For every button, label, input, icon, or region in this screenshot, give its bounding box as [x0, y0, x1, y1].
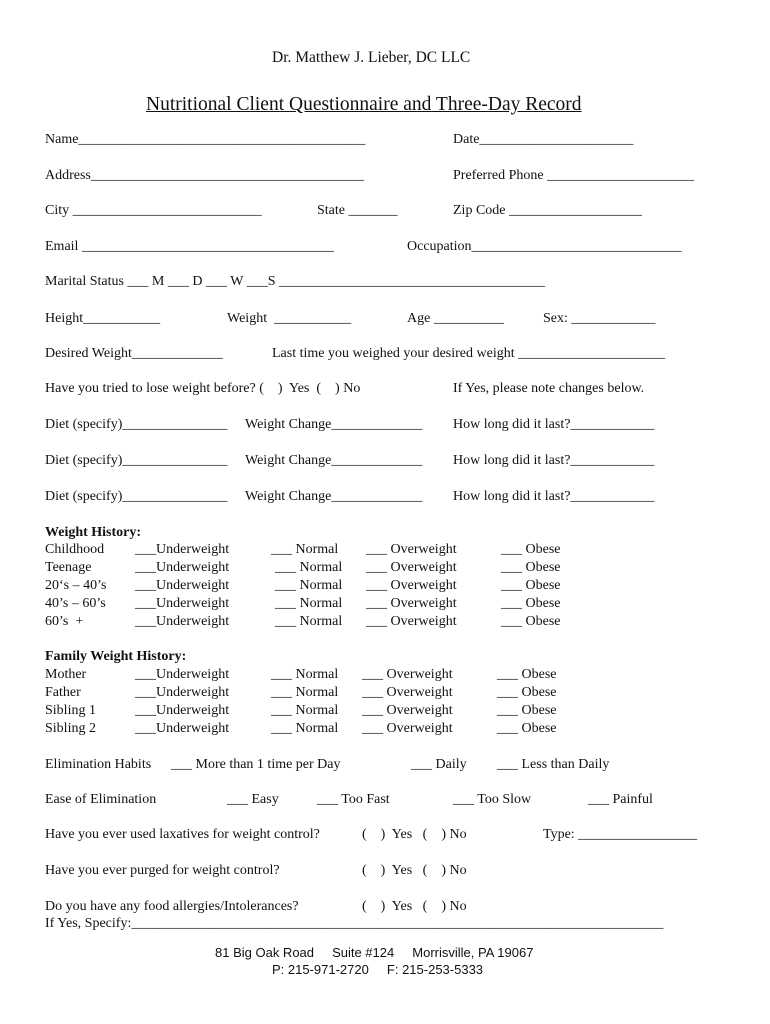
laxatives-question: Have you ever used laxatives for weight control?	[45, 827, 320, 842]
how-long-field[interactable]: How long did it last?____________	[453, 453, 655, 468]
underweight-option[interactable]: ___Underweight	[135, 542, 230, 557]
weight-change-field[interactable]: Weight Change_____________	[245, 417, 423, 432]
family-row-label: Sibling 1	[45, 703, 96, 718]
address-field[interactable]: Address_______________________________________	[45, 168, 364, 183]
overweight-option[interactable]: ___ Overweight	[366, 614, 457, 629]
ease-label: Ease of Elimination	[45, 792, 157, 807]
underweight-option[interactable]: ___Underweight	[135, 667, 230, 682]
laxative-type-field[interactable]: Type: _________________	[543, 827, 698, 842]
normal-option[interactable]: ___ Normal	[271, 685, 339, 700]
sex-field[interactable]: Sex: ____________	[543, 311, 656, 326]
form-title: Nutritional Client Questionnaire and Three-Day Record	[146, 94, 582, 115]
allergies-yes-no[interactable]: ( ) Yes ( ) No	[362, 899, 467, 914]
family-row-label: Mother	[45, 667, 87, 682]
laxatives-yes-no[interactable]: ( ) Yes ( ) No	[362, 827, 467, 842]
normal-option[interactable]: ___ Normal	[275, 614, 343, 629]
weight-change-field[interactable]: Weight Change_____________	[245, 453, 423, 468]
weight-field[interactable]: Weight ___________	[227, 311, 352, 326]
city-field[interactable]: City ___________________________	[45, 203, 262, 218]
underweight-option[interactable]: ___Underweight	[135, 721, 230, 736]
more-than-once-option[interactable]: ___ More than 1 time per Day	[171, 757, 341, 772]
name-field[interactable]: Name_________________________________________	[45, 132, 366, 147]
overweight-option[interactable]: ___ Overweight	[362, 703, 453, 718]
overweight-option[interactable]: ___ Overweight	[362, 685, 453, 700]
obese-option[interactable]: ___ Obese	[501, 596, 561, 611]
weight-change-field[interactable]: Weight Change_____________	[245, 489, 423, 504]
email-field[interactable]: Email ____________________________________	[45, 239, 334, 254]
easy-option[interactable]: ___ Easy	[227, 792, 279, 807]
obese-option[interactable]: ___ Obese	[501, 560, 561, 575]
obese-option[interactable]: ___ Obese	[497, 721, 557, 736]
phone-field[interactable]: Preferred Phone _____________________	[453, 168, 695, 183]
family-history-heading: Family Weight History:	[45, 649, 187, 664]
underweight-option[interactable]: ___Underweight	[135, 614, 230, 629]
purged-yes-no[interactable]: ( ) Yes ( ) No	[362, 863, 467, 878]
normal-option[interactable]: ___ Normal	[271, 667, 339, 682]
zip-field[interactable]: Zip Code ___________________	[453, 203, 642, 218]
how-long-field[interactable]: How long did it last?____________	[453, 417, 655, 432]
overweight-option[interactable]: ___ Overweight	[366, 542, 457, 557]
normal-option[interactable]: ___ Normal	[275, 596, 343, 611]
overweight-option[interactable]: ___ Overweight	[366, 596, 457, 611]
overweight-option[interactable]: ___ Overweight	[366, 578, 457, 593]
obese-option[interactable]: ___ Obese	[501, 614, 561, 629]
allergies-specify-field[interactable]: If Yes, Specify:____________________________________________________________________________	[45, 916, 664, 931]
obese-option[interactable]: ___ Obese	[501, 578, 561, 593]
footer-contact: P: 215-971-2720 F: 215-253-5333	[272, 962, 484, 977]
obese-option[interactable]: ___ Obese	[497, 703, 557, 718]
practice-name: Dr. Matthew J. Lieber, DC LLC	[272, 49, 471, 66]
marital-status-field[interactable]: Marital Status ___ M ___ D ___ W ___S ______________________________________	[45, 274, 545, 289]
history-row-label: 60’s +	[45, 614, 84, 629]
overweight-option[interactable]: ___ Overweight	[362, 721, 453, 736]
desired-weight-field[interactable]: Desired Weight_____________	[45, 346, 223, 361]
obese-option[interactable]: ___ Obese	[497, 685, 557, 700]
last-time-field[interactable]: Last time you weighed your desired weight _____________________	[272, 346, 666, 361]
footer-address: 81 Big Oak Road Suite #124 Morrisville, PA 19067	[215, 945, 534, 960]
weight-history-heading: Weight History:	[45, 525, 142, 540]
overweight-option[interactable]: ___ Overweight	[362, 667, 453, 682]
family-row-label: Sibling 2	[45, 721, 96, 736]
family-row-label: Father	[45, 685, 81, 700]
history-row-label: 40’s – 60’s	[45, 596, 106, 611]
diet-specify-field[interactable]: Diet (specify)_______________	[45, 417, 228, 432]
state-field[interactable]: State _______	[317, 203, 398, 218]
normal-option[interactable]: ___ Normal	[271, 542, 339, 557]
underweight-option[interactable]: ___Underweight	[135, 685, 230, 700]
overweight-option[interactable]: ___ Overweight	[366, 560, 457, 575]
obese-option[interactable]: ___ Obese	[497, 667, 557, 682]
underweight-option[interactable]: ___Underweight	[135, 596, 230, 611]
history-row-label: 20‘s – 40’s	[45, 578, 107, 593]
diet-specify-field[interactable]: Diet (specify)_______________	[45, 489, 228, 504]
diet-specify-field[interactable]: Diet (specify)_______________	[45, 453, 228, 468]
obese-option[interactable]: ___ Obese	[501, 542, 561, 557]
daily-option[interactable]: ___ Daily	[411, 757, 467, 772]
date-field[interactable]: Date______________________	[453, 132, 634, 147]
normal-option[interactable]: ___ Normal	[271, 721, 339, 736]
how-long-field[interactable]: How long did it last?____________	[453, 489, 655, 504]
if-yes-note: If Yes, please note changes below.	[453, 381, 645, 396]
less-than-daily-option[interactable]: ___ Less than Daily	[497, 757, 610, 772]
underweight-option[interactable]: ___Underweight	[135, 560, 230, 575]
purged-question: Have you ever purged for weight control?	[45, 863, 280, 878]
painful-option[interactable]: ___ Painful	[588, 792, 653, 807]
normal-option[interactable]: ___ Normal	[271, 703, 339, 718]
history-row-label: Childhood	[45, 542, 105, 557]
tried-lose-weight-question[interactable]: Have you tried to lose weight before? ( ) Yes ( ) No	[45, 381, 361, 396]
allergies-question: Do you have any food allergies/Intolerances?	[45, 899, 299, 914]
elimination-label: Elimination Habits	[45, 757, 152, 772]
underweight-option[interactable]: ___Underweight	[135, 578, 230, 593]
normal-option[interactable]: ___ Normal	[275, 560, 343, 575]
height-field[interactable]: Height___________	[45, 311, 161, 326]
normal-option[interactable]: ___ Normal	[275, 578, 343, 593]
too-fast-option[interactable]: ___ Too Fast	[317, 792, 390, 807]
too-slow-option[interactable]: ___ Too Slow	[453, 792, 532, 807]
age-field[interactable]: Age __________	[407, 311, 504, 326]
underweight-option[interactable]: ___Underweight	[135, 703, 230, 718]
history-row-label: Teenage	[45, 560, 92, 575]
occupation-field[interactable]: Occupation______________________________	[407, 239, 682, 254]
